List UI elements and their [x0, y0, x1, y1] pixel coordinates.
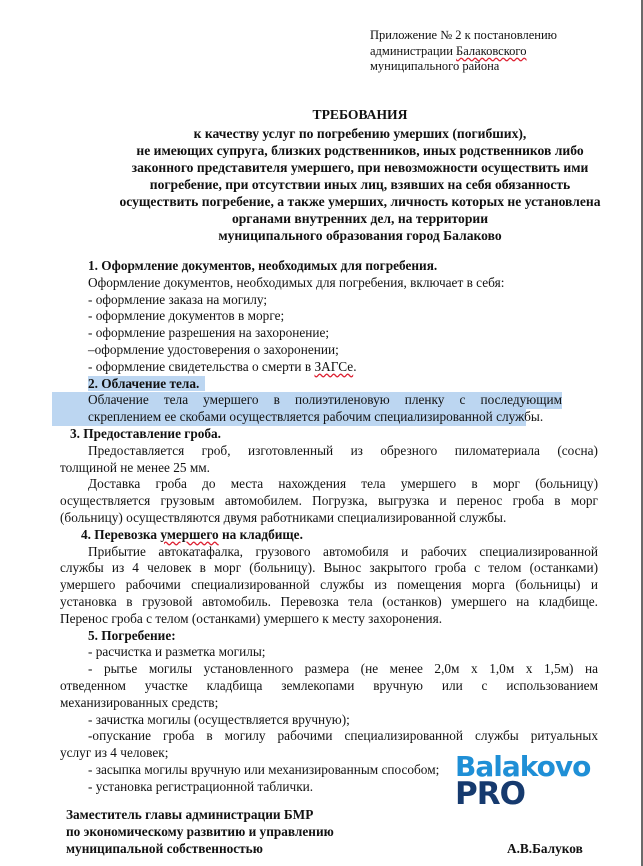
section-5-item: услуг из 4 человек;	[60, 745, 169, 761]
document-body	[60, 258, 598, 796]
section-2-line-2: скреплением ее скобами осуществляется рабочим специализированной службы.	[52, 409, 526, 426]
section-1-item: –оформление удостоверения о захоронении;	[88, 341, 339, 357]
section-5-item: механизированных средств;	[60, 694, 219, 710]
signature-line-2: по экономическому развитию и управлению	[66, 824, 334, 839]
section-4-line: службы из 4 человек в морг (больницу). Вынос закрытого гроба с телом (останками)	[60, 560, 598, 576]
title-line: осуществить погребение, а также умерших, личность которых не установлена	[119, 194, 601, 209]
section-4-heading-c: на кладбище.	[218, 526, 303, 542]
section-4-line: умершего рабочими специализированной службы из помещения морга (больницы) и	[60, 577, 598, 593]
section-5-item: - расчистка и разметка могилы;	[88, 644, 266, 660]
section-3-p2-line-2: осуществляется грузовым автомобилем. Погрузка, выгрузка и перенос гроба в морг	[60, 493, 598, 509]
section-5-item: - установка регистрационной таблички.	[88, 778, 314, 794]
section-1-item: - оформление заказа на могилу;	[88, 291, 268, 307]
title-line: ТРЕБОВАНИЯ	[312, 107, 408, 122]
logo-line-2: PRO	[455, 776, 525, 812]
section-4-heading	[81, 527, 598, 544]
section-2-line-1: Облачение тела умершего в полиэтиленовую пленку с последующим	[52, 392, 562, 409]
section-1-last-b: ЗАГСе	[314, 358, 354, 374]
signature-name: А.В.Балуков	[507, 841, 583, 856]
section-4-line: Прибытие автокатафалка, грузового автомобиля и рабочих специализированной	[88, 543, 598, 559]
section-5-item: - рытье могилы установленного размера (не менее 2,0м х 1,0м х 1,5м) на	[88, 661, 598, 677]
section-1-item	[88, 359, 598, 376]
section-5-heading: 5. Погребение:	[88, 627, 176, 643]
section-1-item: - оформление разрешения на захоронение;	[88, 325, 330, 341]
signature-block	[66, 806, 334, 857]
section-5-item: - зачистка могилы (осуществляется вручную);	[88, 711, 350, 727]
appendix-header	[370, 28, 557, 75]
appendix-line-2	[370, 44, 557, 60]
section-1-last-a: - оформление свидетельства о смерти в	[88, 358, 315, 374]
section-1-last-c: .	[353, 358, 357, 374]
section-3-heading: 3. Предоставление гроба.	[70, 425, 221, 441]
signature-line-3: муниципальной собственностью	[66, 841, 263, 856]
section-1-item: - оформление документов в морге;	[88, 308, 285, 324]
title-line: органами внутренних дел, на территории	[231, 211, 489, 226]
section-2-heading-row	[88, 376, 598, 393]
section-1-heading: 1. Оформление документов, необходимых для погребения.	[88, 258, 438, 273]
section-3-p2-line-1: Доставка гроба до места нахождения тела умершего в морг (больницу)	[88, 476, 598, 492]
logo-line-1: Balakovo	[455, 750, 591, 783]
balakovo-pro-logo	[455, 752, 605, 812]
appendix-line-2-a: администрации	[370, 43, 457, 58]
section-3-p2-line-3: (больницу) осуществляются двумя работниками специализированной службы.	[60, 509, 507, 525]
section-4-heading-a: 4. Перевозка	[81, 526, 161, 542]
section-3-p1-line-1: Предоставляется гроб, изготовленный из обрезного пиломатериала (сосна)	[88, 442, 598, 458]
document-title	[60, 106, 643, 244]
section-5-item: отведенном участке кладбища землекопами вручную или с использованием	[60, 677, 598, 693]
section-4-heading-b: умершего	[160, 526, 219, 542]
appendix-line-3: муниципального района	[370, 59, 500, 73]
section-3-p1-line-2: толщиной не менее 25 мм.	[60, 459, 210, 475]
title-line: погребение, при отсутствии иных лиц, взявших на себя обязанность	[149, 177, 571, 192]
section-2-heading: 2. Облачение тела.	[88, 376, 205, 391]
section-5-item: -опускание гроба в могилу рабочими специализированной службы ритуальных	[88, 728, 598, 744]
section-4-line: установка в грузовой автомобиль. Перевозка тела (останков) умершего на кладбище.	[60, 593, 598, 609]
title-line: не имеющих супруга, близких родственников, иных родственников либо	[136, 143, 584, 158]
title-line: к качеству услуг по погребению умерших (погибших),	[193, 126, 527, 141]
appendix-line-1: Приложение № 2 к постановлению	[370, 28, 557, 42]
signature-line-1: Заместитель главы администрации БМР	[66, 807, 314, 822]
section-4-line: Перенос гроба с телом (останками) умершего к месту захоронения.	[60, 610, 443, 626]
section-1-intro: Оформление документов, необходимых для погребения, включает в себя:	[88, 274, 505, 290]
title-line: законного представителя умершего, при невозможности осуществить ими	[131, 160, 589, 175]
section-5-item: - засыпка могилы вручную или механизированным способом;	[88, 761, 440, 777]
appendix-line-2-b: Балаковского	[456, 43, 527, 58]
title-line: муниципального образования город Балаково	[218, 228, 502, 243]
